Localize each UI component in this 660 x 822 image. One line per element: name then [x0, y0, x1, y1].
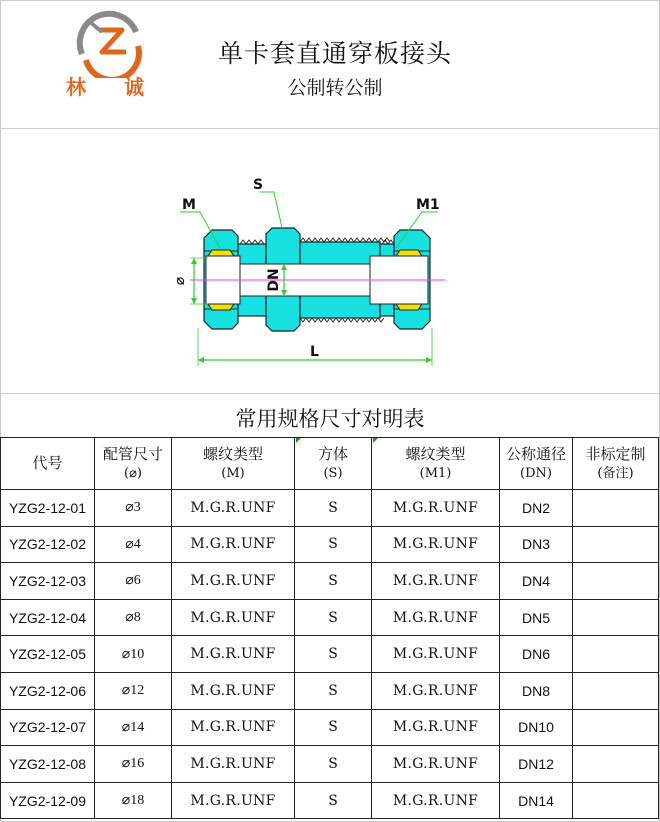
label-dn: DN — [266, 268, 282, 292]
row-pipe-size: ⌀4 — [95, 526, 172, 563]
row-hex-s: S — [295, 526, 372, 563]
table-title: 常用规格尺寸对明表 — [235, 407, 425, 431]
row-thread-m: M.G.R.UNF — [172, 672, 295, 709]
row-pipe-size: ⌀10 — [95, 636, 172, 673]
row-pipe-size: ⌀8 — [95, 599, 172, 636]
header-hex-s: 方体 (S) — [295, 438, 372, 490]
row-thread-m1: M.G.R.UNF — [372, 636, 500, 673]
row-thread-m1: M.G.R.UNF — [372, 746, 500, 783]
table-row — [1, 599, 659, 636]
row-thread-m1: M.G.R.UNF — [372, 672, 500, 709]
row-dn: DN4 — [500, 563, 573, 600]
header-dn: 公称通径 (DN) — [500, 438, 573, 490]
table-row — [1, 746, 659, 783]
header-code: 代号 — [1, 438, 95, 490]
label-s: S — [253, 177, 264, 193]
row-thread-m: M.G.R.UNF — [172, 526, 295, 563]
row-pipe-size: ⌀14 — [95, 709, 172, 746]
table-row — [1, 526, 659, 563]
company-logo — [62, 8, 157, 99]
header-divider — [0, 128, 660, 129]
row-dn: DN3 — [500, 526, 573, 563]
page-subtitle: 公制转公制 — [287, 77, 383, 99]
row-thread-m1: M.G.R.UNF — [372, 526, 500, 563]
row-note — [573, 782, 659, 819]
row-dn: DN10 — [500, 709, 573, 746]
row-thread-m: M.G.R.UNF — [172, 563, 295, 600]
row-dn: DN2 — [500, 490, 573, 527]
row-thread-m1: M.G.R.UNF — [372, 709, 500, 746]
row-thread-m: M.G.R.UNF — [172, 782, 295, 819]
row-dn: DN14 — [500, 782, 573, 819]
row-dn: DN6 — [500, 636, 573, 673]
row-hex-s: S — [295, 746, 372, 783]
row-code: YZG2-12-07 — [1, 709, 95, 746]
table-row — [1, 636, 659, 673]
row-pipe-size: ⌀18 — [95, 782, 172, 819]
header-custom: 非标定制 (备注) — [573, 438, 659, 490]
row-code: YZG2-12-06 — [1, 672, 95, 709]
logo-char-1: 林 — [66, 75, 86, 99]
page-title: 单卡套直通穿板接头 — [217, 39, 452, 68]
row-hex-s: S — [295, 672, 372, 709]
row-hex-s: S — [295, 599, 372, 636]
row-pipe-size: ⌀12 — [95, 672, 172, 709]
row-code: YZG2-12-09 — [1, 782, 95, 819]
row-code: YZG2-12-01 — [1, 490, 95, 527]
row-hex-s: S — [295, 782, 372, 819]
table-header-row — [1, 438, 659, 490]
row-pipe-size: ⌀16 — [95, 746, 172, 783]
row-pipe-size: ⌀6 — [95, 563, 172, 600]
row-hex-s: S — [295, 490, 372, 527]
row-thread-m: M.G.R.UNF — [172, 599, 295, 636]
label-l: L — [310, 344, 319, 360]
row-note — [573, 636, 659, 673]
row-dn: DN8 — [500, 672, 573, 709]
table-row — [1, 672, 659, 709]
drawing-divider — [0, 393, 660, 394]
cell-comment-marker — [373, 438, 378, 443]
row-thread-m: M.G.R.UNF — [172, 709, 295, 746]
table-row — [1, 490, 659, 527]
label-diameter: ⌀ — [172, 276, 188, 286]
row-hex-s: S — [295, 563, 372, 600]
table-row — [1, 563, 659, 600]
row-note — [573, 709, 659, 746]
row-thread-m1: M.G.R.UNF — [372, 599, 500, 636]
label-m1: M1 — [416, 197, 440, 213]
label-m: M — [182, 197, 196, 213]
row-dn: DN12 — [500, 746, 573, 783]
table-row — [1, 782, 659, 819]
row-code: YZG2-12-02 — [1, 526, 95, 563]
row-code: YZG2-12-04 — [1, 599, 95, 636]
cell-comment-marker — [296, 438, 301, 443]
row-note — [573, 746, 659, 783]
row-code: YZG2-12-08 — [1, 746, 95, 783]
header-pipe-size: 配管尺寸 (⌀) — [95, 438, 172, 490]
row-note — [573, 526, 659, 563]
row-note — [573, 599, 659, 636]
row-thread-m1: M.G.R.UNF — [372, 490, 500, 527]
row-note — [573, 672, 659, 709]
fitting-drawing — [160, 168, 460, 373]
row-pipe-size: ⌀3 — [95, 490, 172, 527]
table-row — [1, 709, 659, 746]
row-thread-m1: M.G.R.UNF — [372, 563, 500, 600]
row-thread-m: M.G.R.UNF — [172, 636, 295, 673]
row-hex-s: S — [295, 636, 372, 673]
row-dn: DN5 — [500, 599, 573, 636]
row-code: YZG2-12-03 — [1, 563, 95, 600]
header-thread-m: 螺纹类型 (M) — [172, 438, 295, 490]
spec-table — [0, 437, 659, 819]
row-thread-m1: M.G.R.UNF — [372, 782, 500, 819]
row-thread-m: M.G.R.UNF — [172, 490, 295, 527]
row-code: YZG2-12-05 — [1, 636, 95, 673]
logo-emblem-icon — [62, 8, 157, 78]
header-thread-m1: 螺纹类型 (M1) — [372, 438, 500, 490]
row-hex-s: S — [295, 709, 372, 746]
logo-char-2: 诚 — [124, 75, 144, 99]
row-thread-m: M.G.R.UNF — [172, 746, 295, 783]
row-note — [573, 563, 659, 600]
row-note — [573, 490, 659, 527]
